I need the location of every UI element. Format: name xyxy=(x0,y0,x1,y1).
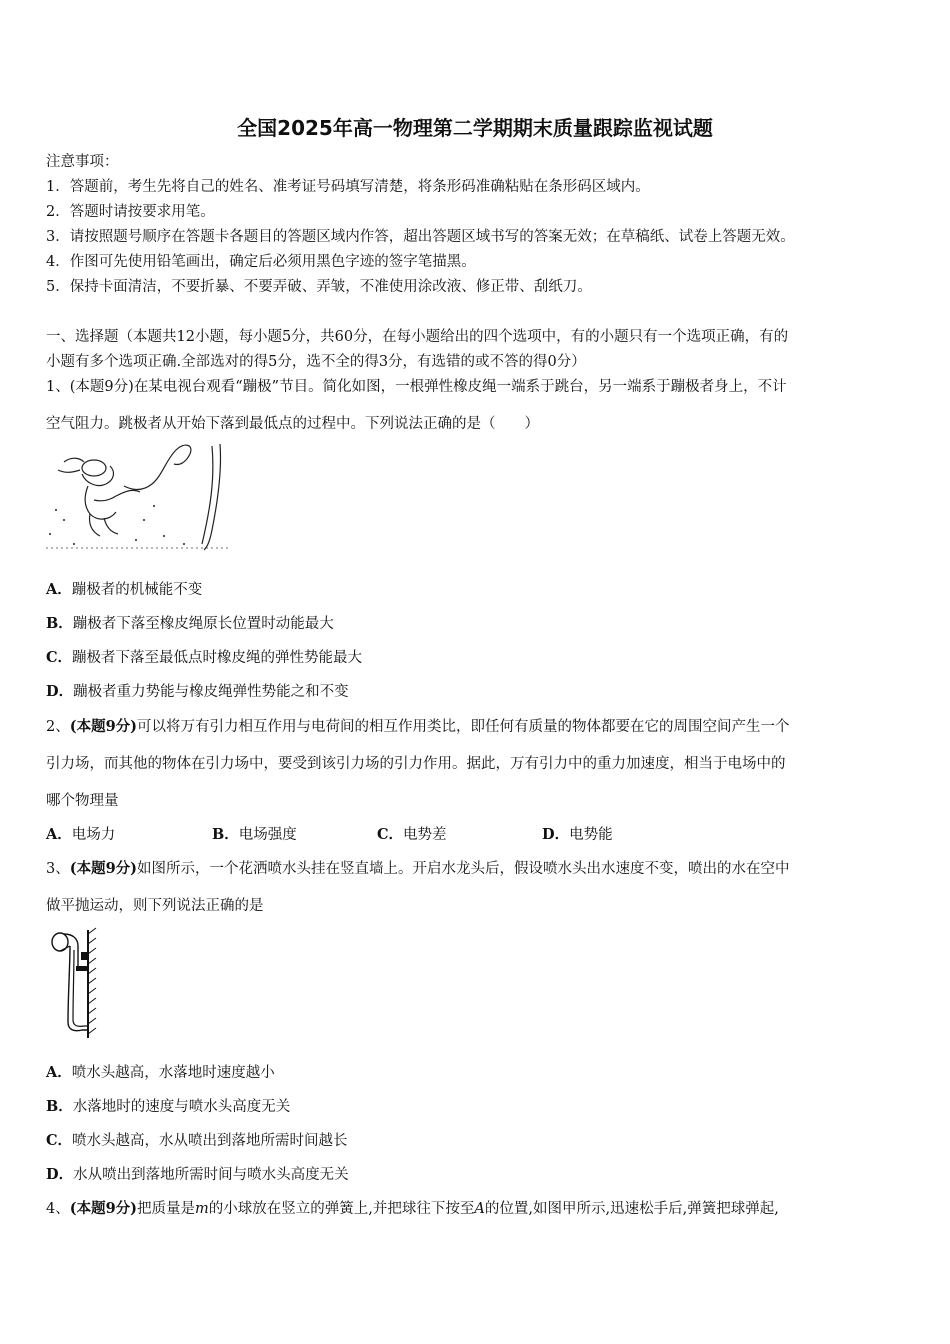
q2-score-tag: (本题9分) xyxy=(69,718,138,735)
q3-option-b[interactable] xyxy=(46,1097,290,1117)
option-letter: C． xyxy=(377,826,404,843)
option-letter: A． xyxy=(46,581,72,598)
option-text: 蹦极者下落至橡皮绳原长位置时动能最大 xyxy=(72,616,334,632)
option-text: 电场强度 xyxy=(238,827,297,843)
option-letter: B． xyxy=(46,1098,73,1115)
q3-score-tag: (本题9分) xyxy=(69,860,138,877)
option-letter: D． xyxy=(46,683,74,700)
q2-stem xyxy=(46,717,790,737)
var-a: A xyxy=(474,1201,485,1217)
shower-head-on-wall-figure xyxy=(48,926,106,1042)
option-text: 喷水头越高，水从喷出到落地所需时间越长 xyxy=(72,1133,348,1149)
q3-option-c[interactable] xyxy=(46,1131,348,1151)
q1-stem: 1、(本题9分)在某电视台观看“蹦极”节目。简化如图，一根弹性橡皮绳一端系于跳台，另一端系于蹦极者身上，不计 xyxy=(46,379,787,395)
option-text: 蹦极者下落至最低点时橡皮绳的弹性势能最大 xyxy=(72,650,363,666)
option-text: 蹦极者的机械能不变 xyxy=(71,582,203,598)
q1-option-d[interactable] xyxy=(46,682,349,702)
option-text: 电势能 xyxy=(569,827,613,843)
option-letter: D． xyxy=(542,826,570,843)
option-letter: A． xyxy=(46,826,72,843)
q2-option-a[interactable] xyxy=(46,825,115,845)
q4-text: 的小球放在竖立的弹簧上,并把球往下按至 xyxy=(208,1201,475,1217)
option-letter: B． xyxy=(212,826,239,843)
section-heading: 一、选择题（本题共12小题，每小题5分，共60分，在每小题给出的四个选项中，有的小题只有一个选项正确，有的 xyxy=(46,329,789,345)
option-letter: D． xyxy=(46,1166,74,1183)
option-text: 电势差 xyxy=(403,827,447,843)
option-text: 喷水头越高，水落地时速度越小 xyxy=(71,1065,275,1081)
q1-stem-cont: 空气阻力。跳极者从开始下落到最低点的过程中。下列说法正确的是（ ） xyxy=(46,416,539,432)
q3-stem-cont: 做平抛运动，则下列说法正确的是 xyxy=(46,898,264,914)
option-letter: A． xyxy=(46,1064,72,1081)
notice-item: 4．作图可先使用铅笔画出，确定后必须用黑色字迹的签字笔描黑。 xyxy=(46,254,476,270)
option-text: 电场力 xyxy=(71,827,116,843)
q3-stem-text: 如图所示，一个花洒喷水头挂在竖直墙上。开启水龙头后，假设喷水头出水速度不变，喷出的水在空中 xyxy=(137,861,790,877)
notice-item: 3．请按照题号顺序在答题卡各题目的答题区域内作答，超出答题区域书写的答案无效；在草稿纸、试卷上答题无效。 xyxy=(46,229,795,245)
q1-option-c[interactable] xyxy=(46,648,362,668)
option-letter: C． xyxy=(46,1132,73,1149)
var-m: m xyxy=(195,1201,209,1217)
option-text: 水从喷出到落地所需时间与喷水头高度无关 xyxy=(73,1167,349,1183)
q4-score-tag: (本题9分) xyxy=(69,1200,138,1217)
option-text: 蹦极者重力势能与橡皮绳弹性势能之和不变 xyxy=(73,684,349,700)
q3-number: 3、 xyxy=(46,861,70,877)
q4-stem xyxy=(46,1199,779,1219)
q2-stem-text: 可以将万有引力相互作用与电荷间的相互作用类比，即任何有质量的物体都要在它的周围空间产生一个 xyxy=(137,719,790,735)
q4-text: 把质量是 xyxy=(137,1201,196,1217)
q2-stem-cont: 引力场，而其他的物体在引力场中，要受到该引力场的引力作用。据此，万有引力中的重力加速度，相当于电场中的 xyxy=(46,756,786,772)
page-title: 全国2025年高一物理第二学期期末质量跟踪监视试题 xyxy=(237,116,713,140)
q4-number: 4、 xyxy=(46,1201,70,1217)
q1-option-a[interactable] xyxy=(46,580,202,600)
q1-option-b[interactable] xyxy=(46,614,334,634)
q3-stem xyxy=(46,859,790,879)
option-letter: B． xyxy=(46,615,73,632)
option-text: 水落地时的速度与喷水头高度无关 xyxy=(72,1099,291,1115)
q2-option-b[interactable] xyxy=(212,825,297,845)
notice-item: 5．保持卡面清洁，不要折暴、不要弄破、弄皱，不准使用涂改液、修正带、刮纸刀。 xyxy=(46,279,592,295)
section-heading-cont: 小题有多个选项正确.全部选对的得5分，选不全的得3分，有选错的或不答的得0分） xyxy=(46,354,586,370)
notice-item: 2．答题时请按要求用笔。 xyxy=(46,204,215,220)
q2-number: 2、 xyxy=(46,719,70,735)
q3-option-a[interactable] xyxy=(46,1063,275,1083)
q2-option-d[interactable] xyxy=(542,825,613,845)
bungee-jumper-figure xyxy=(44,440,234,552)
q4-text: 的位置,如图甲所示,迅速松手后,弹簧把球弹起, xyxy=(484,1201,779,1217)
notice-item: 1．答题前，考生先将自己的姓名、准考证号码填写清楚，将条形码准确粘贴在条形码区域内。 xyxy=(46,179,650,195)
q2-stem-cont: 哪个物理量 xyxy=(46,793,119,809)
option-letter: C． xyxy=(46,649,73,666)
q2-option-c[interactable] xyxy=(377,825,447,845)
q3-option-d[interactable] xyxy=(46,1165,349,1185)
notice-heading: 注意事项： xyxy=(46,154,119,170)
